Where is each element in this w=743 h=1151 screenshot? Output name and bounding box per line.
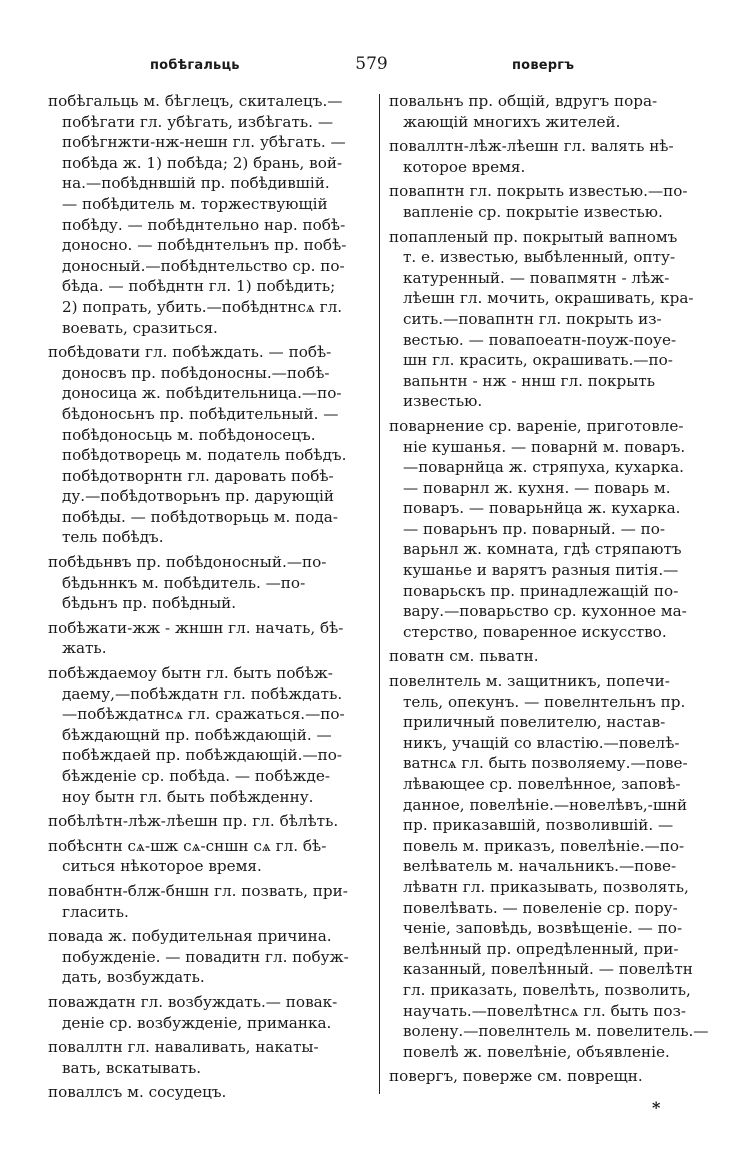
dictionary-entry [389,1066,721,1087]
entry-line: побѣжати-жж - жншн гл. начать, бѣ- [48,618,344,637]
entry-line: побѣды. — побѣдотворьць м. пода- [62,507,338,526]
entry-line: гл. приказать, повелѣть, позволить, [403,980,691,999]
dictionary-entry [48,836,380,877]
entry-line: катуренный. — повапмятн - лѣж- [403,268,670,287]
entry-line: —побѣждатнсѧ гл. сражаться.—по- [62,705,345,724]
entry-line: — поварнл ж. кухня. — поварь м. [403,478,671,497]
dictionary-entry [48,618,380,659]
entry-line: велѣватель м. начальникъ.—пове- [403,857,677,876]
entry-line: — побѣдитель м. торжествующій [62,194,328,213]
entry-line: которое время. [403,157,526,176]
entry-line: поваллсъ м. сосудецъ. [48,1083,227,1102]
entry-line: повапнтн гл. покрыть известью.—по- [389,182,688,201]
entry-line: шн гл. красить, окрашивать.—по- [403,351,673,370]
entry-line: бѣдьннкъ м. побѣдитель. —по- [62,573,306,592]
entry-line: побѣгати гл. убѣгать, избѣгать. — [62,112,334,131]
entry-line: повабнтн-блж-бншн гл. позвать, при- [48,881,348,900]
entry-line: ситься нѣкоторое время. [62,857,262,876]
entry-line: побѣждаей пр. побѣждающій.—по- [62,746,343,765]
entry-line: казанный, повелѣнный. — повелѣтн [403,960,693,979]
entry-line: побужденіе. — повадитн гл. побуж- [62,947,349,966]
entry-line: т. е. известью, выбѣленный, опту- [403,248,676,267]
entry-line: велѣнный пр. опредѣленный, при- [403,939,679,958]
page-number: 579 [355,54,388,74]
entry-line: доносица ж. побѣдительница.—по- [62,384,342,403]
entry-line: побѣгнжти-нж-нешн гл. убѣгать. — [62,133,346,152]
dictionary-entry [48,811,380,832]
entry-line: гласить. [62,902,129,921]
entry-line: поваждатн гл. возбуждать.— повак- [48,992,338,1011]
entry-line: тель, опекунъ. — повелнтельнъ пр. [403,692,686,711]
dictionary-entry [48,552,380,614]
entry-line: поварьскъ пр. принадлежащій по- [403,581,679,600]
entry-line: повальнъ пр. общій, вдругъ пора- [389,92,658,110]
entry-line: дать, возбуждать. [62,968,205,987]
entry-line: ніе кушанья. — поварнй м. поваръ. [403,437,686,456]
page-header [0,54,743,80]
entry-line: стерство, поваренное искусство. [403,622,667,641]
entry-line: лѣешн гл. мочить, окрашивать, кра- [403,289,694,308]
entry-line: никъ, учащій со властію.—повелѣ- [403,733,680,752]
dictionary-entry [389,181,721,222]
dictionary-entry [48,1037,380,1078]
entry-line: повелѣвать. — повеленіе ср. пору- [403,898,678,917]
entry-line: побѣдовати гл. побѣждать. — побѣ- [48,343,332,362]
entry-line: повель м. приказъ, повелѣніе.—по- [403,836,685,855]
entry-line: данное, повелѣніе.—новелѣвъ,-шнй [403,795,688,814]
dictionary-entry [48,342,380,548]
entry-line: деніе ср. возбужденіе, приманка. [62,1013,332,1032]
left-column [48,91,380,1107]
entry-line: вапленіе ср. покрытіе известью. [403,202,663,221]
dictionary-entry [389,646,721,667]
entry-line: волену.—повелнтель м. повелитель.— [403,1022,709,1041]
entry-line: побѣдьнвъ пр. побѣдоносный.—по- [48,553,327,572]
dictionary-entry [48,992,380,1033]
entry-line: повергъ, поверже см. поврещн. [389,1067,643,1086]
entry-line: варьнл ж. комната, гдѣ стряпаютъ [403,540,682,559]
entry-line: побѣдотворець м. податель побѣдъ. [62,446,347,465]
entry-line: жающій многихъ жителей. [403,112,621,131]
entry-line: побѣлѣтн-лѣж-лѣешн пр. гл. бѣлѣть. [48,812,339,831]
dictionary-entry [48,926,380,988]
entry-line: побѣснтн сѧ-шж сѧ-сншн сѧ гл. бѣ- [48,836,327,855]
entry-line: поваллтн-лѣж-лѣешн гл. валять нѣ- [389,137,674,156]
dictionary-entry [389,227,721,412]
entry-line: бѣдьнъ пр. побѣдный. [62,594,237,613]
dictionary-entry [48,1082,380,1103]
entry-line: бѣжденіе ср. побѣда. — побѣжде- [62,767,330,785]
entry-line: приличный повелителю, настав- [403,713,666,732]
entry-line: —поварнйца ж. стряпуха, кухарка. [403,458,684,477]
entry-line: побѣду. — побѣднтельно нар. побѣ- [62,215,346,234]
entry-line: побѣждаемоу бытн гл. быть побѣж- [48,664,333,683]
dictionary-entry [389,416,721,643]
dictionary-entry [389,136,721,177]
entry-line: кушанье и варятъ разныя питія.— [403,561,679,580]
entry-line: лѣвающее ср. повелѣнное, заповѣ- [403,775,681,793]
left-running-headword: побѣгальць [150,58,240,73]
entry-line: доносвъ пр. побѣдоносны.—побѣ- [62,363,330,382]
entry-line: лѣватн гл. приказывать, позволять, [403,877,689,896]
entry-line: бѣда. — побѣднтн гл. 1) побѣдить; [62,277,336,296]
entry-line: доносно. — побѣднтельнъ пр. побѣ- [62,236,347,255]
entry-line: повада ж. побудительная причина. [48,927,332,946]
dictionary-entry [48,663,380,807]
entry-line: — поварьнъ пр. поварный. — по- [403,519,665,538]
entry-line: пр. приказавшій, позволившій. — [403,816,674,835]
entry-line: научать.—повелѣтнсѧ гл. быть поз- [403,1001,686,1020]
entry-line: бѣдоносьнъ пр. побѣдительный. — [62,404,339,423]
entry-line: поваллтн гл. наваливать, накаты- [48,1038,319,1057]
dictionary-entry [48,881,380,922]
entry-line: воевать, сразиться. [62,318,218,337]
dictionary-entry [48,91,380,338]
entry-line: тель побѣдъ. [62,528,164,547]
entry-line: поватн см. пьватн. [389,647,539,666]
entry-line: ченіе, заповѣдь, возвѣщеніе. — по- [403,919,683,938]
entry-line: поваръ. — поварьнйца ж. кухарка. [403,499,681,518]
column-divider [379,94,380,1094]
footer-mark: * [652,1098,661,1117]
entry-line: побѣда ж. 1) побѣда; 2) брань, вой- [62,153,343,172]
entry-line: попапленый пр. покрытый вапномъ [389,227,678,246]
entry-line: доносный.—побѣднтельство ср. по- [62,256,345,275]
entry-line: побѣдотворнтн гл. даровать побѣ- [62,466,334,485]
dictionary-entry [389,671,721,1062]
entry-line: даему,—побѣждатн гл. побѣждать. [62,684,343,703]
entry-line: жать. [62,639,107,658]
entry-line: ду.—побѣдотворьнъ пр. дарующій [62,487,334,506]
entry-line: 2) попрать, убить.—побѣднтнсѧ гл. [62,297,343,316]
entry-line: вать, вскатывать. [62,1058,202,1077]
entry-line: поварнение ср. вареніе, приготовле- [389,416,684,435]
entry-line: повелѣ ж. повелѣніе, объявленіе. [403,1042,670,1061]
entry-line: ноу бытн гл. быть побѣжденну. [62,787,314,806]
right-running-headword: повергъ [512,58,575,73]
entry-line: сить.—повапнтн гл. покрыть из- [403,309,662,328]
entry-line: побѣдоносьць м. побѣдоносецъ. [62,425,316,444]
entry-line: бѣждающнй пр. побѣждающій. — [62,725,332,744]
right-column [389,91,721,1091]
dictionary-entry [389,91,721,132]
entry-line: вестью. — повапоеатн-поуж-поуе- [403,330,677,349]
entry-line: повелнтель м. защитникъ, попечи- [389,672,670,691]
entry-line: побѣгальць м. бѣглецъ, скиталецъ.— [48,92,343,110]
entry-line: вару.—поварьство ср. кухонное ма- [403,602,687,621]
entry-line: вапьнтн - нж - ннш гл. покрыть [403,371,656,390]
entry-line: известью. [403,392,483,411]
entry-line: на.—побѣднвшій пр. побѣдившій. [62,174,330,193]
entry-line: ватнсѧ гл. быть позволяему.—пове- [403,754,688,773]
